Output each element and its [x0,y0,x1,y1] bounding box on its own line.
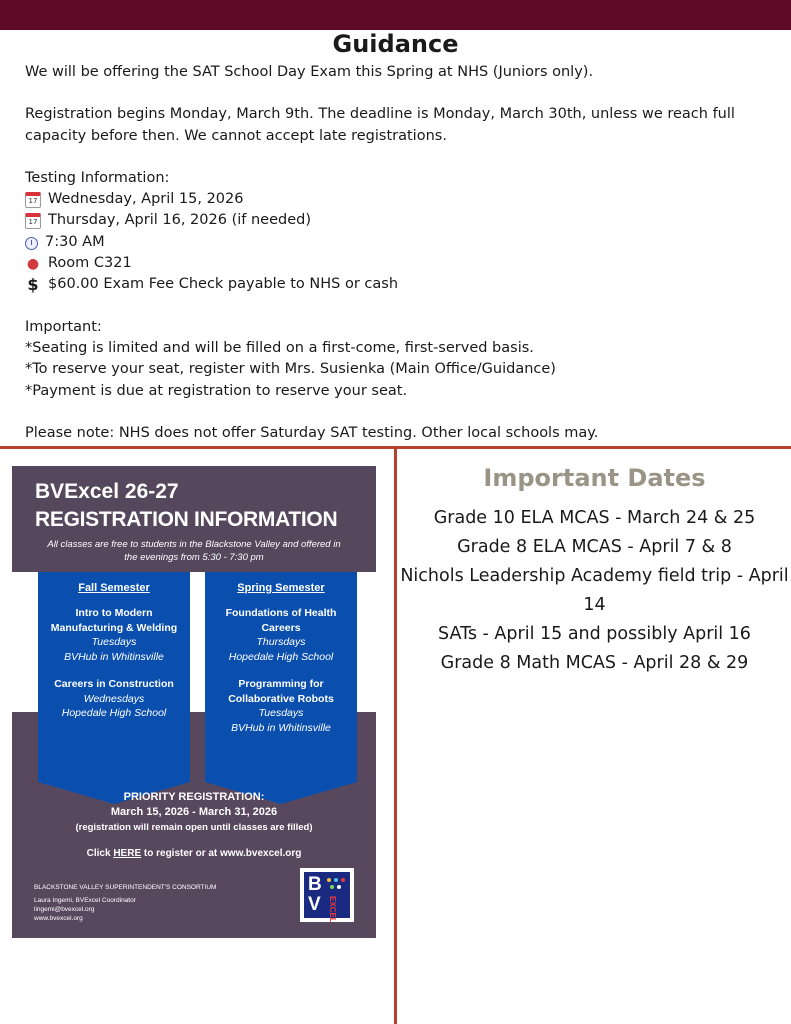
class-name: Intro to Modern Manufacturing & Welding [50,607,178,634]
class-entry [205,606,357,664]
class-place: Hopedale High School [228,650,334,663]
flyer-header [12,466,376,570]
priority-dates: March 15, 2026 - March 31, 2026 [110,806,278,818]
priority-note: (registration will remain open until classes are filled) [75,822,313,833]
calendar-icon: 17 [25,192,41,208]
important-dates-heading: Important Dates [483,464,706,492]
calendar-icon: 17 [25,213,41,229]
testing-item-text: Thursday, April 16, 2026 (if needed) [48,212,311,229]
testing-item-text: Wednesday, April 15, 2026 [48,191,244,208]
class-day: Tuesdays [258,707,304,719]
register-here-link[interactable]: HERE [113,848,142,859]
testing-item [25,253,775,274]
spring-semester-heading: Spring Semester [237,582,325,594]
register-post: to register or at www.bvexcel.org [141,848,302,859]
class-entry [205,677,357,735]
fall-semester-heading: Fall Semester [78,582,150,594]
important-item: *Payment is due at registration to reserve your seat. [25,382,408,399]
bvexcel-flyer [12,466,376,938]
contact-email: lingemi@bvexcel.org [34,906,95,913]
contact-web: www.bvexcel.org [34,915,83,922]
testing-item-text: $60.00 Exam Fee Check payable to NHS or cash [48,276,399,293]
contact-name: Laura Ingemi, BVExcel Coordinator [34,897,136,904]
testing-item [25,274,775,295]
testing-item [25,189,775,210]
testing-item-text: 7:30 AM [45,233,105,250]
flyer-footer [34,883,216,923]
vertical-divider [394,446,397,1024]
class-place: BVHub in Whitinsville [231,721,331,734]
consortium-name: BLACKSTONE VALLEY SUPERINTENDENT'S CONSORTIUM [34,884,217,891]
logo-letter-v: V [308,894,321,915]
bvexcel-logo [300,868,354,922]
flyer-note: All classes are free to students in the Blackstone Valley and offered in the evenings from 5:30 - 7:30 pm [47,539,341,563]
priority-heading: PRIORITY REGISTRATION: [123,791,265,803]
date-item: Grade 10 ELA MCAS - March 24 & 25 [433,508,756,528]
intro-text: We will be offering the SAT School Day Exam this Spring at NHS (Juniors only). [25,64,594,80]
testing-item [25,232,775,253]
testing-item [25,210,775,231]
pin-icon: ● [26,255,40,272]
class-entry [38,677,190,721]
important-dates-section [398,464,791,678]
flyer-subtitle: REGISTRATION INFORMATION [35,508,338,531]
register-line [12,848,376,859]
page-title: Guidance [332,30,459,58]
testing-item-text: Room C321 [48,255,132,272]
class-day: Wednesdays [83,692,145,705]
class-day: Thursdays [256,636,306,648]
date-item: Grade 8 Math MCAS - April 28 & 29 [440,653,749,673]
important-item: *To reserve your seat, register with Mrs. Susienka (Main Office/Guidance) [25,361,556,378]
important-heading: Important: [25,318,102,335]
testing-heading: Testing Information: [25,169,170,186]
logo-letter-b: B [308,874,322,895]
flyer-title: BVExcel 26-27 [35,480,179,503]
class-name: Programming for Collaborative Robots [228,678,334,705]
class-name: Foundations of Health Careers [225,607,337,634]
logo-excel-text: EXCEL [328,896,337,923]
date-item: Grade 8 ELA MCAS - April 7 & 8 [457,537,732,557]
registration-text: Registration begins Monday, March 9th. The deadline is Monday, March 30th, unless we reach full capacity before then. We cannot accept late registrations. [25,106,735,144]
guidance-section [25,62,775,444]
date-item: SATs - April 15 and possibly April 16 [438,624,751,644]
fall-semester-column [38,572,190,782]
class-entry [38,606,190,664]
class-place: BVHub in Whitinsville [64,650,164,663]
spring-semester-column [205,572,357,782]
clock-icon [25,237,38,250]
saturday-note: Please note: NHS does not offer Saturday SAT testing. Other local schools may. [25,424,599,441]
class-day: Tuesdays [91,636,137,648]
date-item: Nichols Leadership Academy field trip - April 14 [400,566,789,615]
logo-dots-icon [327,878,347,890]
dollar-icon: $ [27,275,39,295]
priority-registration [12,790,376,835]
class-name: Careers in Construction [54,678,174,690]
class-place: Hopedale High School [61,707,167,719]
important-item: *Seating is limited and will be filled on a first-come, first-served basis. [25,339,534,356]
top-banner [0,0,791,30]
register-pre: Click [86,848,114,859]
